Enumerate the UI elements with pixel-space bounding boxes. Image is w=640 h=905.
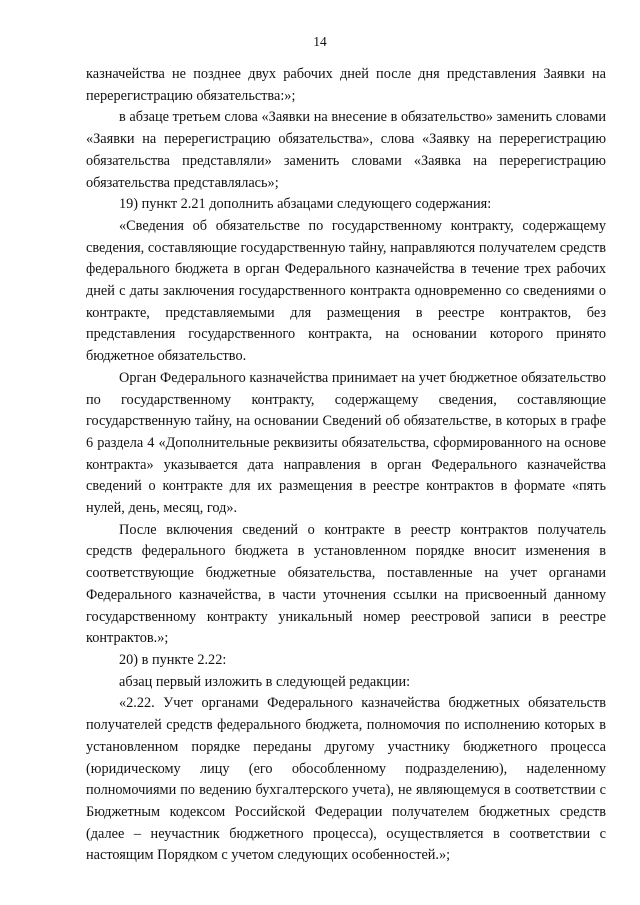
page-number: 14: [313, 34, 327, 49]
paragraph-9: «2.22. Учет органами Федерального казначейства бюджетных обязательств получателей средств федерального бюджета, полномочия по исполнению которых в установленном порядке переданы другому участнику бюджетного процесса (юридическому лицу (его обособленному подразделению), наделенному полномочиями по ведению бухгалтерского учета), не являющемуся в соответствии с Бюджетным кодексом Российской Федерации получателем бюджетных средств (далее – неучастник бюджетного процесса), осуществляется в соответствии с настоящим Порядком с учетом следующих особенностей.»;: [86, 695, 606, 864]
paragraph-4: «Сведения об обязательстве по государственному контракту, содержащему сведения, составляющие государственную тайну, направляются получателем средств федерального бюджета в орган Федерального казначейства в течение трех рабочих дней с даты заключения государственного контракта одновременно со сведениями о контракте, представляемыми для размещения в реестре контрактов, без представления государственного контракта, на основании которого принято бюджетное обязательство.: [86, 217, 606, 365]
paragraph-3: 19) пункт 2.21 дополнить абзацами следующего содержания:: [119, 196, 492, 213]
document-body: [86, 64, 606, 867]
paragraph-6: После включения сведений о контракте в реестр контрактов получатель средств федерального бюджета в установленном порядке вносит изменения в соответствующие бюджетные обязательства, поставленные на учет органами Федерального казначейства, в части уточнения ссылки на присвоенный данному государственному контракту уникальный номер реестровой записи в реестре контрактов.»;: [86, 521, 606, 647]
paragraph-8: абзац первый изложить в следующей редакции:: [119, 673, 411, 690]
paragraph-7: 20) в пункте 2.22:: [119, 651, 227, 668]
paragraph-2: в абзаце третьем слова «Заявки на внесение в обязательство» заменить словами «Заявки на перерегистрацию обязательства», слова «Заявку на перерегистрацию обязательства представляли» заменить словами «Заявка на перерегистрацию обязательства представлялась»;: [86, 109, 606, 191]
paragraph-1: казначейства не позднее двух рабочих дней после дня представления Заявки на перерегистрацию обязательства:»;: [86, 66, 606, 104]
paragraph-5: Орган Федерального казначейства принимает на учет бюджетное обязательство по государственному контракту, содержащему сведения, составляющие государственную тайну, на основании Сведений об обязательстве, в которых в графе 6 раздела 4 «Дополнительные реквизиты обязательства, сформированного на основе контракта» указывается дата направления в орган Федерального казначейства сведений о контракте для их размещения в реестре контрактов в формате «пять нулей, день, месяц, год».: [86, 369, 606, 517]
